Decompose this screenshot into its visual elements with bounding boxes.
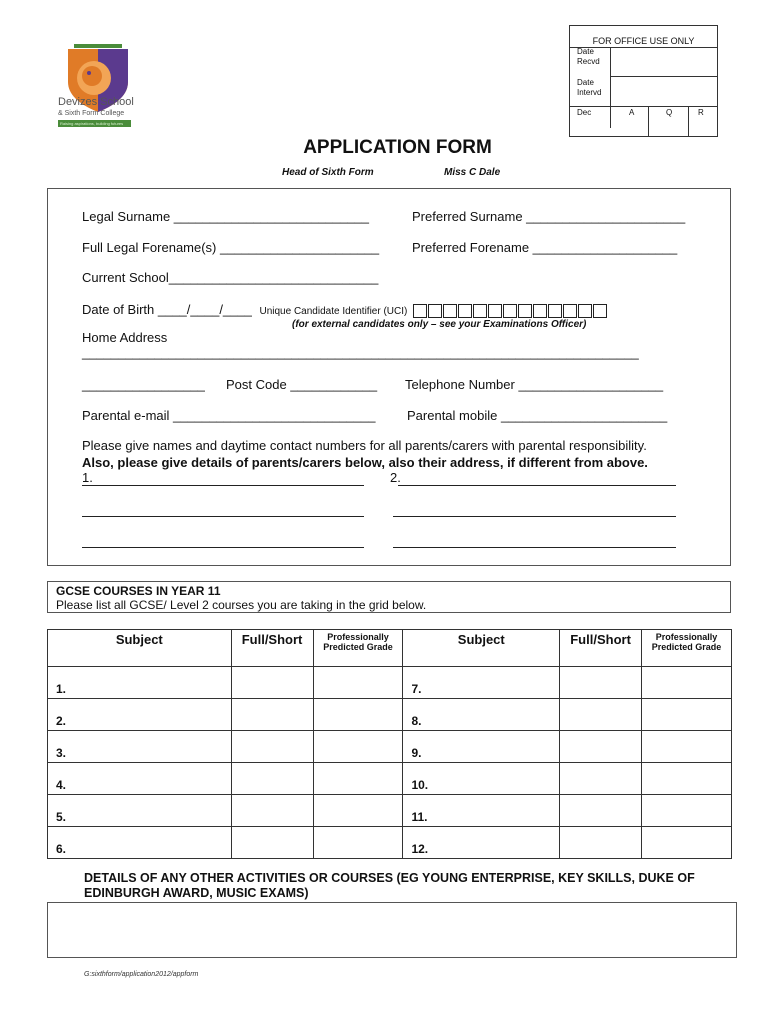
row-label[interactable]: 11. xyxy=(403,795,560,827)
row-label[interactable]: 8. xyxy=(403,699,560,731)
row-label[interactable]: 2. xyxy=(48,699,232,731)
col-subject-2: Subject xyxy=(403,630,560,667)
head-of-sixth-form-label: Head of Sixth Form xyxy=(282,167,374,178)
row-label[interactable]: 4. xyxy=(48,763,232,795)
col-predicted-grade: Professionally Predicted Grade xyxy=(313,630,403,667)
row-label[interactable]: 6. xyxy=(48,827,232,859)
office-header: FOR OFFICE USE ONLY xyxy=(592,36,695,46)
gcse-grid xyxy=(47,629,732,859)
contact-2-line-3[interactable] xyxy=(393,547,676,548)
row-label[interactable]: 5. xyxy=(48,795,232,827)
footer-path: G:sixthform/application2012/appform xyxy=(84,971,199,978)
gcse-heading: GCSE COURSES IN YEAR 11 xyxy=(56,584,221,598)
full-forenames-field[interactable]: Full Legal Forename(s) ______________________ xyxy=(82,240,380,255)
preferred-forename-field[interactable]: Preferred Forename ____________________ xyxy=(412,240,678,255)
table-row xyxy=(48,731,732,763)
current-school-field[interactable]: Current School_____________________________ xyxy=(82,270,379,285)
row-label[interactable]: 1. xyxy=(48,667,232,699)
contacts-instruction-bold: Also, please give details of parents/carers below, also their address, if different from above. xyxy=(82,455,648,470)
contact-1-line-1[interactable] xyxy=(82,485,364,486)
school-name xyxy=(58,97,134,119)
office-date-intervd: Date Intervd xyxy=(577,78,602,97)
address-line-2[interactable]: _________________ xyxy=(82,377,205,392)
dob-label: Date of Birth ____/____/____ xyxy=(82,302,252,317)
row-label[interactable]: 10. xyxy=(403,763,560,795)
contact-2-line-1[interactable] xyxy=(398,485,676,486)
office-q: Q xyxy=(666,108,673,117)
home-address-label: Home Address xyxy=(82,330,168,345)
col-predicted-grade-2: Professionally Predicted Grade xyxy=(642,630,732,667)
table-row xyxy=(48,699,732,731)
parental-mobile-field[interactable]: Parental mobile _______________________ xyxy=(407,408,668,423)
post-code-field[interactable]: Post Code ____________ xyxy=(226,377,378,392)
uci-label: Unique Candidate Identifier (UCI) xyxy=(259,306,408,317)
row-label[interactable]: 7. xyxy=(403,667,560,699)
office-use-box xyxy=(569,25,718,137)
telephone-field[interactable]: Telephone Number ____________________ xyxy=(405,377,664,392)
row-label[interactable]: 12. xyxy=(403,827,560,859)
contact-2-label: 2. xyxy=(390,470,401,485)
address-line[interactable]: _____________________________________________________________________________ xyxy=(82,345,639,360)
school-name-line1: Devizes School xyxy=(58,96,134,108)
gcse-instruction: Please list all GCSE/ Level 2 courses you are taking in the grid below. xyxy=(56,598,427,612)
row-label[interactable]: 9. xyxy=(403,731,560,763)
page-title: APPLICATION FORM xyxy=(303,137,492,158)
head-of-sixth-form-name: Miss C Dale xyxy=(444,167,501,178)
preferred-surname-field[interactable]: Preferred Surname ______________________ xyxy=(412,209,686,224)
table-row xyxy=(48,667,732,699)
parental-email-field[interactable]: Parental e-mail ____________________________ xyxy=(82,408,376,423)
uci-note: (for external candidates only – see your Examinations Officer) xyxy=(292,319,587,330)
table-row xyxy=(48,763,732,795)
table-row xyxy=(48,795,732,827)
school-motto: Raising aspirations, building futures xyxy=(58,120,131,127)
office-a: A xyxy=(629,108,635,117)
contact-1-line-2[interactable] xyxy=(82,516,364,517)
col-subject: Subject xyxy=(48,630,232,667)
office-date-recvd: Date Recvd xyxy=(577,47,600,66)
other-activities-heading: DETAILS OF ANY OTHER ACTIVITIES OR COURSES (EG YOUNG ENTERPRISE, KEY SKILLS, DUKE OF EDINBURGH AWARD, MUSIC EXAMS) xyxy=(84,871,695,900)
contact-1-line-3[interactable] xyxy=(82,547,364,548)
table-row xyxy=(48,827,732,859)
col-full-short-2: Full/Short xyxy=(560,630,642,667)
office-r: R xyxy=(698,108,704,117)
row-label[interactable]: 3. xyxy=(48,731,232,763)
col-full-short: Full/Short xyxy=(231,630,313,667)
office-dec: Dec xyxy=(577,108,592,117)
gcse-header-box xyxy=(47,581,731,613)
contact-2-line-2[interactable] xyxy=(393,516,676,517)
dob-field[interactable] xyxy=(82,302,607,318)
other-activities-box[interactable] xyxy=(47,902,737,958)
school-name-line2: & Sixth Form College xyxy=(58,110,125,117)
contacts-instruction: Please give names and daytime contact numbers for all parents/carers with parental responsibility. xyxy=(82,438,647,453)
contact-1-label: 1. xyxy=(82,470,93,485)
legal-surname-field[interactable]: Legal Surname ___________________________ xyxy=(82,209,369,224)
uci-boxes[interactable] xyxy=(413,304,607,318)
